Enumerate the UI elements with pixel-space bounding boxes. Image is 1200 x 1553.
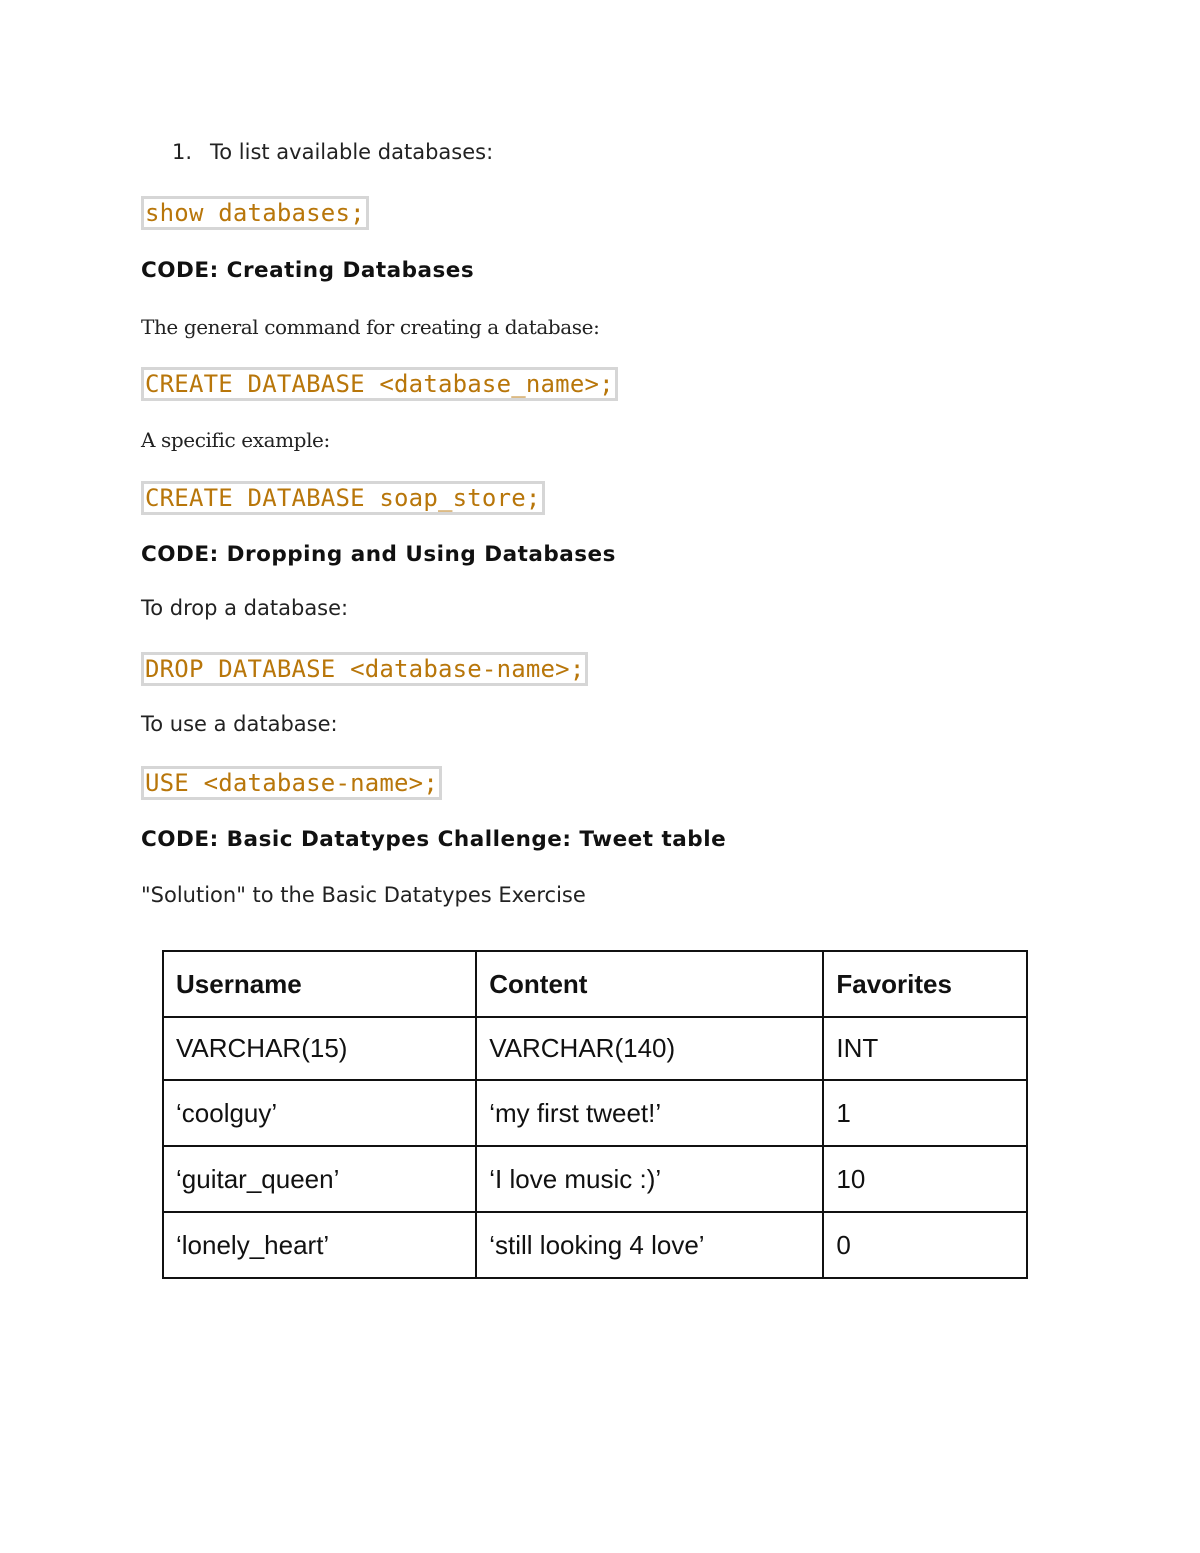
table-cell: VARCHAR(140) xyxy=(476,1017,823,1080)
table-cell: ‘coolguy’ xyxy=(163,1080,476,1146)
table-header-row xyxy=(163,951,1027,1017)
table-cell: ‘I love music :)’ xyxy=(476,1146,823,1212)
list-item xyxy=(172,140,493,164)
code-drop-database: DROP DATABASE <database-name>; xyxy=(141,652,588,686)
tweet-table xyxy=(162,950,1028,1279)
list-number: 1. xyxy=(172,140,193,164)
code-show-databases: show databases; xyxy=(141,196,369,230)
table-cell: ‘lonely_heart’ xyxy=(163,1212,476,1278)
heading-dropping-using: CODE: Dropping and Using Databases xyxy=(141,542,616,567)
table-cell: ‘my first tweet!’ xyxy=(476,1080,823,1146)
table-cell: VARCHAR(15) xyxy=(163,1017,476,1080)
code-create-database-example: CREATE DATABASE soap_store; xyxy=(141,481,545,515)
column-header-favorites: Favorites xyxy=(823,951,1027,1017)
heading-datatypes-challenge: CODE: Basic Datatypes Challenge: Tweet table xyxy=(141,827,727,852)
table-cell: INT xyxy=(823,1017,1027,1080)
text-general-command: The general command for creating a database: xyxy=(141,315,600,339)
heading-creating-databases: CODE: Creating Databases xyxy=(141,258,475,283)
table-cell: 0 xyxy=(823,1212,1027,1278)
text-specific-example: A specific example: xyxy=(141,428,330,452)
table-cell: 1 xyxy=(823,1080,1027,1146)
table-row xyxy=(163,1017,1027,1080)
table-cell: 10 xyxy=(823,1146,1027,1212)
text-drop-database: To drop a database: xyxy=(141,596,349,620)
table-cell: ‘still looking 4 love’ xyxy=(476,1212,823,1278)
text-solution-intro: "Solution" to the Basic Datatypes Exercise xyxy=(141,883,586,907)
table-row xyxy=(163,1146,1027,1212)
table-cell: ‘guitar_queen’ xyxy=(163,1146,476,1212)
code-create-database-general: CREATE DATABASE <database_name>; xyxy=(141,367,618,401)
column-header-username: Username xyxy=(163,951,476,1017)
column-header-content: Content xyxy=(476,951,823,1017)
list-text: To list available databases: xyxy=(210,140,494,164)
code-use-database: USE <database-name>; xyxy=(141,766,442,800)
table-row xyxy=(163,1080,1027,1146)
text-use-database: To use a database: xyxy=(141,712,338,736)
table-row xyxy=(163,1212,1027,1278)
